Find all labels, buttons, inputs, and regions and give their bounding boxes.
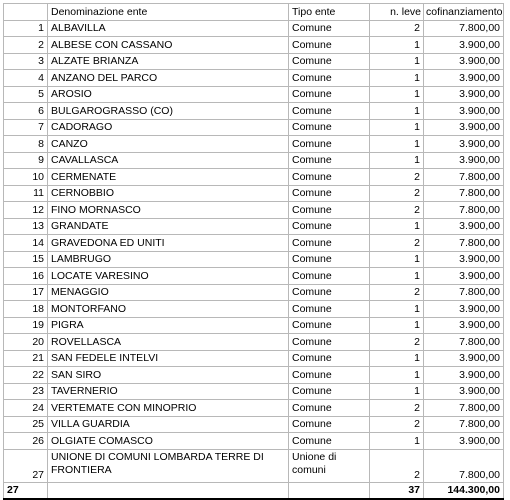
cofinanziamento-cell[interactable]: 3.900,00 [424, 70, 504, 87]
table-row [4, 350, 504, 367]
table-row [4, 383, 504, 400]
tipo-ente-cell[interactable]: Comune [289, 37, 370, 54]
denominazione-cell[interactable]: VERTEMATE CON MINOPRIO [48, 400, 289, 417]
n-leve-cell[interactable]: 2 [370, 284, 424, 301]
table-row [4, 119, 504, 136]
denominazione-cell[interactable]: CERMENATE [48, 169, 289, 186]
cofinanziamento-cell[interactable]: 3.900,00 [424, 301, 504, 318]
tipo-ente-cell[interactable]: Comune [289, 400, 370, 417]
tipo-ente-cell[interactable]: Comune [289, 251, 370, 268]
total-row [4, 482, 504, 499]
row-index-cell[interactable]: 14 [4, 235, 48, 252]
row-index-cell[interactable]: 9 [4, 152, 48, 169]
denominazione-cell[interactable]: GRAVEDONA ED UNITI [48, 235, 289, 252]
n-leve-cell[interactable]: 2 [370, 334, 424, 351]
tipo-ente-cell[interactable]: Comune [289, 367, 370, 384]
table-row [4, 400, 504, 417]
enti-table [3, 3, 504, 500]
row-index-cell[interactable]: 4 [4, 70, 48, 87]
table-row [4, 218, 504, 235]
row-index-cell[interactable]: 17 [4, 284, 48, 301]
header-denominazione[interactable]: Denominazione ente [48, 4, 289, 21]
denominazione-cell[interactable]: SAN SIRO [48, 367, 289, 384]
tipo-ente-cell[interactable]: Comune [289, 334, 370, 351]
row-index-cell[interactable]: 13 [4, 218, 48, 235]
n-leve-cell[interactable]: 1 [370, 301, 424, 318]
total-count-cell[interactable]: 27 [4, 482, 48, 499]
row-index-cell[interactable]: 18 [4, 301, 48, 318]
cofinanziamento-cell[interactable]: 7.800,00 [424, 449, 504, 482]
header-index-cell[interactable] [4, 4, 48, 21]
tipo-ente-cell[interactable]: Comune [289, 218, 370, 235]
n-leve-cell[interactable]: 2 [370, 20, 424, 37]
cofinanziamento-cell[interactable]: 7.800,00 [424, 202, 504, 219]
cofinanziamento-cell[interactable]: 3.900,00 [424, 103, 504, 120]
denominazione-cell[interactable]: MONTORFANO [48, 301, 289, 318]
cofinanziamento-cell[interactable]: 7.800,00 [424, 235, 504, 252]
denominazione-cell[interactable]: AROSIO [48, 86, 289, 103]
header-cofinanziamento[interactable]: cofinanziamento [424, 4, 504, 21]
cofinanziamento-cell[interactable]: 3.900,00 [424, 119, 504, 136]
table-row [4, 367, 504, 384]
cofinanziamento-cell[interactable]: 7.800,00 [424, 400, 504, 417]
cofinanziamento-cell[interactable]: 7.800,00 [424, 169, 504, 186]
cofinanziamento-cell[interactable]: 7.800,00 [424, 334, 504, 351]
row-index-cell[interactable]: 24 [4, 400, 48, 417]
cofinanziamento-cell[interactable]: 3.900,00 [424, 367, 504, 384]
n-leve-cell[interactable]: 2 [370, 400, 424, 417]
denominazione-cell[interactable]: MENAGGIO [48, 284, 289, 301]
row-index-cell[interactable]: 8 [4, 136, 48, 153]
row-index-cell[interactable]: 26 [4, 433, 48, 450]
denominazione-cell[interactable]: VILLA GUARDIA [48, 416, 289, 433]
cofinanziamento-cell[interactable]: 7.800,00 [424, 284, 504, 301]
n-leve-cell[interactable]: 1 [370, 70, 424, 87]
cofinanziamento-cell[interactable]: 7.800,00 [424, 20, 504, 37]
n-leve-cell[interactable]: 1 [370, 350, 424, 367]
tipo-ente-cell[interactable]: Comune [289, 350, 370, 367]
n-leve-cell[interactable]: 2 [370, 235, 424, 252]
cofinanziamento-cell[interactable]: 3.900,00 [424, 152, 504, 169]
row-index-cell[interactable]: 3 [4, 53, 48, 70]
row-index-cell[interactable]: 20 [4, 334, 48, 351]
denominazione-cell[interactable]: CERNOBBIO [48, 185, 289, 202]
cofinanziamento-cell[interactable]: 3.900,00 [424, 218, 504, 235]
cofinanziamento-cell[interactable]: 3.900,00 [424, 136, 504, 153]
tipo-ente-cell[interactable]: Comune [289, 152, 370, 169]
tipo-ente-cell[interactable]: Comune [289, 383, 370, 400]
n-leve-cell[interactable]: 1 [370, 136, 424, 153]
table-row [4, 317, 504, 334]
total-cofinanziamento-cell[interactable]: 144.300,00 [424, 482, 504, 499]
cofinanziamento-cell[interactable]: 7.800,00 [424, 185, 504, 202]
total-n-leve-cell[interactable]: 37 [370, 482, 424, 499]
row-index-cell[interactable]: 11 [4, 185, 48, 202]
tipo-ente-cell[interactable]: Comune [289, 284, 370, 301]
row-index-cell[interactable]: 16 [4, 268, 48, 285]
denominazione-cell[interactable]: GRANDATE [48, 218, 289, 235]
denominazione-cell[interactable]: ROVELLASCA [48, 334, 289, 351]
table-row [4, 433, 504, 450]
n-leve-cell[interactable]: 1 [370, 53, 424, 70]
table-row [4, 334, 504, 351]
tipo-ente-cell[interactable]: Comune [289, 53, 370, 70]
denominazione-cell[interactable]: ALBESE CON CASSANO [48, 37, 289, 54]
tipo-ente-cell[interactable]: Comune [289, 136, 370, 153]
n-leve-cell[interactable]: 1 [370, 268, 424, 285]
n-leve-cell[interactable]: 1 [370, 103, 424, 120]
row-index-cell[interactable]: 2 [4, 37, 48, 54]
row-index-cell[interactable]: 12 [4, 202, 48, 219]
table-row [4, 202, 504, 219]
table-row [4, 416, 504, 433]
table-row [4, 37, 504, 54]
n-leve-cell[interactable]: 1 [370, 383, 424, 400]
header-tipo-ente[interactable]: Tipo ente [289, 4, 370, 21]
table-row [4, 86, 504, 103]
n-leve-cell[interactable]: 1 [370, 367, 424, 384]
denominazione-cell[interactable]: ALZATE BRIANZA [48, 53, 289, 70]
table-row [4, 185, 504, 202]
n-leve-cell[interactable]: 1 [370, 317, 424, 334]
table-row [4, 136, 504, 153]
row-index-cell[interactable]: 5 [4, 86, 48, 103]
denominazione-cell[interactable]: UNIONE DI COMUNI LOMBARDA TERRE DI FRONTIERA [48, 449, 289, 482]
tipo-ente-cell[interactable]: Comune [289, 119, 370, 136]
denominazione-cell[interactable]: OLGIATE COMASCO [48, 433, 289, 450]
table-row [4, 268, 504, 285]
tipo-ente-cell[interactable]: Comune [289, 20, 370, 37]
table-row [4, 449, 504, 482]
row-index-cell[interactable]: 19 [4, 317, 48, 334]
n-leve-cell[interactable]: 1 [370, 152, 424, 169]
denominazione-cell[interactable]: CADORAGO [48, 119, 289, 136]
denominazione-cell[interactable]: BULGAROGRASSO (CO) [48, 103, 289, 120]
cofinanziamento-cell[interactable]: 3.900,00 [424, 433, 504, 450]
row-index-cell[interactable]: 25 [4, 416, 48, 433]
tipo-ente-cell[interactable]: Comune [289, 185, 370, 202]
tipo-ente-cell[interactable]: Comune [289, 103, 370, 120]
tipo-ente-cell[interactable]: Comune [289, 301, 370, 318]
denominazione-cell[interactable]: FINO MORNASCO [48, 202, 289, 219]
table-row [4, 169, 504, 186]
table-row [4, 70, 504, 87]
table-row [4, 103, 504, 120]
spreadsheet [3, 3, 504, 500]
row-index-cell[interactable]: 1 [4, 20, 48, 37]
denominazione-cell[interactable]: TAVERNERIO [48, 383, 289, 400]
cofinanziamento-cell[interactable]: 7.800,00 [424, 416, 504, 433]
total-blank-cell[interactable] [289, 482, 370, 499]
n-leve-cell[interactable]: 1 [370, 433, 424, 450]
table-row [4, 301, 504, 318]
cofinanziamento-cell[interactable]: 3.900,00 [424, 251, 504, 268]
cofinanziamento-cell[interactable]: 3.900,00 [424, 53, 504, 70]
cofinanziamento-cell[interactable]: 3.900,00 [424, 268, 504, 285]
denominazione-cell[interactable]: LOCATE VARESINO [48, 268, 289, 285]
denominazione-cell[interactable]: ANZANO DEL PARCO [48, 70, 289, 87]
row-index-cell[interactable]: 6 [4, 103, 48, 120]
tipo-ente-cell[interactable]: Comune [289, 235, 370, 252]
table-row [4, 284, 504, 301]
table-row [4, 251, 504, 268]
tipo-ente-cell[interactable]: Comune [289, 317, 370, 334]
cofinanziamento-cell[interactable]: 3.900,00 [424, 86, 504, 103]
denominazione-cell[interactable]: ALBAVILLA [48, 20, 289, 37]
cofinanziamento-cell[interactable]: 3.900,00 [424, 350, 504, 367]
tipo-ente-cell[interactable]: Comune [289, 416, 370, 433]
table-row [4, 235, 504, 252]
denominazione-cell[interactable]: CANZO [48, 136, 289, 153]
cofinanziamento-cell[interactable]: 3.900,00 [424, 37, 504, 54]
tipo-ente-cell[interactable]: Comune [289, 202, 370, 219]
n-leve-cell[interactable]: 1 [370, 119, 424, 136]
n-leve-cell[interactable]: 2 [370, 202, 424, 219]
n-leve-cell[interactable]: 2 [370, 449, 424, 482]
denominazione-cell[interactable]: CAVALLASCA [48, 152, 289, 169]
row-index-cell[interactable]: 10 [4, 169, 48, 186]
denominazione-cell[interactable]: LAMBRUGO [48, 251, 289, 268]
n-leve-cell[interactable]: 2 [370, 416, 424, 433]
n-leve-cell[interactable]: 1 [370, 37, 424, 54]
header-n-leve[interactable]: n. leve [370, 4, 424, 21]
tipo-ente-cell[interactable]: Comune [289, 86, 370, 103]
n-leve-cell[interactable]: 1 [370, 251, 424, 268]
tipo-ente-cell[interactable]: Comune [289, 433, 370, 450]
tipo-ente-cell[interactable]: Unione di comuni [289, 449, 370, 482]
denominazione-cell[interactable]: PIGRA [48, 317, 289, 334]
n-leve-cell[interactable]: 2 [370, 185, 424, 202]
row-index-cell[interactable]: 7 [4, 119, 48, 136]
tipo-ente-cell[interactable]: Comune [289, 169, 370, 186]
n-leve-cell[interactable]: 1 [370, 86, 424, 103]
n-leve-cell[interactable]: 1 [370, 218, 424, 235]
row-index-cell[interactable]: 15 [4, 251, 48, 268]
row-index-cell[interactable]: 21 [4, 350, 48, 367]
table-row [4, 53, 504, 70]
tipo-ente-cell[interactable]: Comune [289, 268, 370, 285]
table-row [4, 20, 504, 37]
header-row [4, 4, 504, 21]
table-row [4, 152, 504, 169]
n-leve-cell[interactable]: 2 [370, 169, 424, 186]
tipo-ente-cell[interactable]: Comune [289, 70, 370, 87]
denominazione-cell[interactable]: SAN FEDELE INTELVI [48, 350, 289, 367]
row-index-cell[interactable]: 27 [4, 449, 48, 482]
row-index-cell[interactable]: 23 [4, 383, 48, 400]
cofinanziamento-cell[interactable]: 3.900,00 [424, 383, 504, 400]
total-blank-cell[interactable] [48, 482, 289, 499]
cofinanziamento-cell[interactable]: 3.900,00 [424, 317, 504, 334]
row-index-cell[interactable]: 22 [4, 367, 48, 384]
